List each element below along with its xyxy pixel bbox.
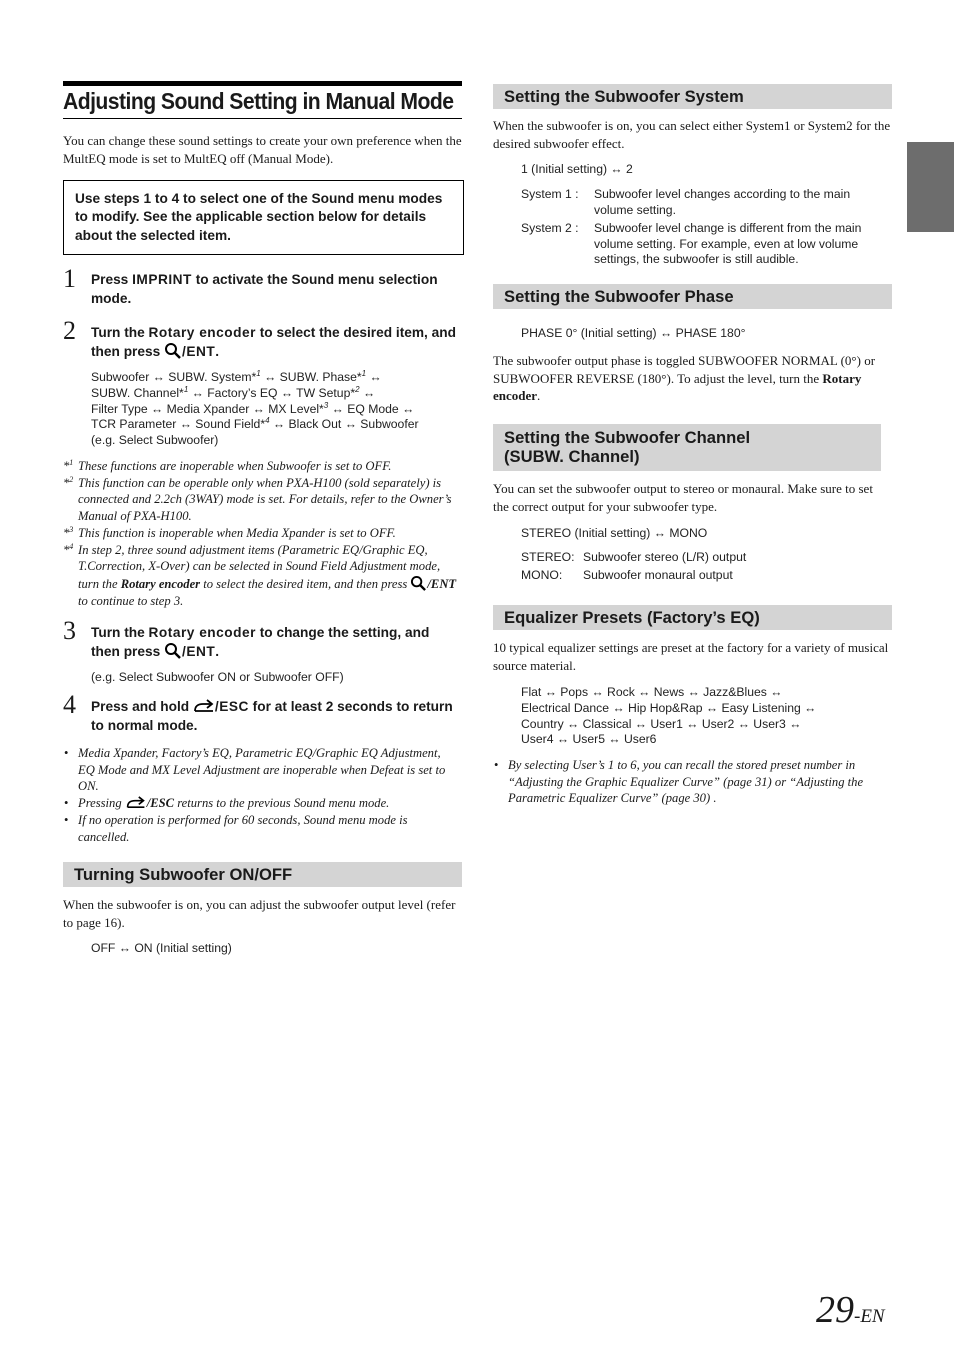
search-icon [410,575,427,591]
back-arrow-icon [193,699,215,714]
subwoofer-system-list [521,187,889,268]
equalizer-presets-body: 10 typical equalizer settings are preset at the factory for a variety of musical source material. [493,640,889,673]
step-number-3: 3 [63,616,76,645]
step-2-sequence: Subwoofer ↔ SUBW. System*$^1$ ↔ SUBW. Phase*$^1$ ↔ SUBW. Channel*$^1$ ↔ Factory’s EQ ↔ TW Setup*$^2$ ↔ Filter Type ↔ Media Xpander ↔ MX Level*$^3$ ↔ EQ Mode ↔ TCR Parameter ↔ Sound Field*$^4$ ↔ Black Out ↔ Subwoofer (e.g. Select Subwoofer) [91,368,419,448]
step-4-text: Press and hold /ESC for at least 2 seconds to return to normal mode. [91,699,453,733]
subwoofer-system-body: When the subwoofer is on, you can select either System1 or System2 for the desired subwoofer effect. [493,118,891,151]
definition-item: MONO: Subwoofer monaural output [521,567,733,582]
subwoofer-system-sequence: 1 (Initial setting) ↔ 2 [521,162,633,176]
subwoofer-channel-list [521,550,889,583]
definition-item: STEREO: Subwoofer stereo (L/R) output [521,550,747,564]
step-number-2: 2 [63,316,76,345]
subwoofer-phase-body: The subwoofer output phase is toggled SUBWOOFER NORMAL (0°) or SUBWOOFER REVERSE (180°). To adjust the level, turn the Rotary encoder. [493,353,876,403]
subwoofer-onoff-sequence: OFF ↔ ON (Initial setting) [91,941,232,955]
footnote-1: *$^1$ These functions are inoperable when Subwoofer is set to OFF. [63,457,392,473]
note-item: • Media Xpander, Factory’s EQ, Parametric EQ/Graphic EQ Adjustment, EQ Mode and MX Level Adjustment are inoperable when Defeat is set to ON. [64,746,446,794]
step-number-1: 1 [63,264,76,293]
footnote-2: *$^2$ This function can be operable only when PXA-H100 (sold separately) is connected and 2.2ch (3WAY) mode is set. For details, refer to the Owner’s Manual of PXA-H100. [63,474,452,524]
definition-item: System 1 : Subwoofer level changes according to the main volume setting. [521,187,851,217]
subwoofer-channel-body: You can set the subwoofer output to stereo or monaural. Make sure to set the correct output for your subwoofer type. [493,481,873,514]
imprint-key: IMPRINT [132,272,192,287]
section-heading-subwoofer-phase: Setting the Subwoofer Phase [493,284,892,309]
note-item: • By selecting User’s 1 to 6, you can recall the stored preset number in “Adjusting the Graphic Equalizer Curve” (page 31) or “Adjusting the Parametric Equalizer Curve” (page 30) . [494,758,864,806]
note-item: • If no operation is performed for 60 seconds, Sound menu mode is cancelled. [64,812,408,844]
page-title: Adjusting Sound Setting in Manual Mode [63,88,454,114]
section-heading-equalizer-presets: Equalizer Presets (Factory’s EQ) [493,605,892,630]
equalizer-presets-sequence: Flat ↔ Pops ↔ Rock ↔ News ↔ Jazz&Blues ↔ Electrical Dance ↔ Hip Hop&Rap ↔ Easy Listening ↔ Country ↔ Classical ↔ User1 ↔ User2 ↔ User3 ↔ User4 ↔ User5 ↔ User6 [521,685,817,747]
section-heading-subwoofer-system: Setting the Subwoofer System [493,84,892,109]
subwoofer-phase-sequence: PHASE 0° (Initial setting) ↔ PHASE 180° [521,326,746,340]
subwoofer-channel-sequence: STEREO (Initial setting) ↔ MONO [521,526,708,540]
step-notes [63,745,455,845]
instruction-box: Use steps 1 to 4 to select one of the Sound menu modes to modify. See the applicable section below for details about the selected item. [63,180,464,255]
intro-text: You can change these sound settings to create your own preference when the MultEQ mode is set to MultEQ off (Manual Mode). [63,133,462,166]
footnote-3: *$^3$ This function is inoperable when Media Xpander is set to OFF. [63,524,396,540]
title-underline [63,118,462,119]
note-item: • Pressing /ESC returns to the previous Sound menu mode. [64,796,390,811]
search-icon [164,342,182,359]
page-number: 29-EN [816,1289,885,1331]
step-2-text: Turn the Rotary encoder to select the desired item, and then press /ENT. [91,325,456,359]
definition-item: System 2 : Subwoofer level change is different from the main volume setting. For example, even at low volume settings, the subwoofer is still audible. [521,221,862,266]
step-3-text: Turn the Rotary encoder to change the setting, and then press /ENT. [91,625,430,659]
section-heading-subwoofer-channel: Setting the Subwoofer Channel (SUBW. Channel) [493,424,881,471]
section-tab [907,142,954,232]
back-arrow-icon [125,796,147,810]
footnote-4: *$^4$ In step 2, three sound adjustment items (Parametric EQ/Graphic EQ, T.Correction, X-Over) can be selected in Sound Field Adjustment mode, turn the Rotary encoder to select the desired item, and then press /ENT to continue to step 3. [63,541,457,608]
section-heading-subwoofer-onoff: Turning Subwoofer ON/OFF [63,862,462,887]
step-3-example: (e.g. Select Subwoofer ON or Subwoofer OFF) [91,670,344,684]
step-number-4: 4 [63,690,76,719]
equalizer-presets-note [493,757,892,807]
subwoofer-onoff-body: When the subwoofer is on, you can adjust the subwoofer output level (refer to page 16). [63,897,456,930]
step-1-text: Press IMPRINT to activate the Sound menu selection mode. [91,272,438,306]
search-icon [164,642,182,659]
footnotes [63,458,462,609]
